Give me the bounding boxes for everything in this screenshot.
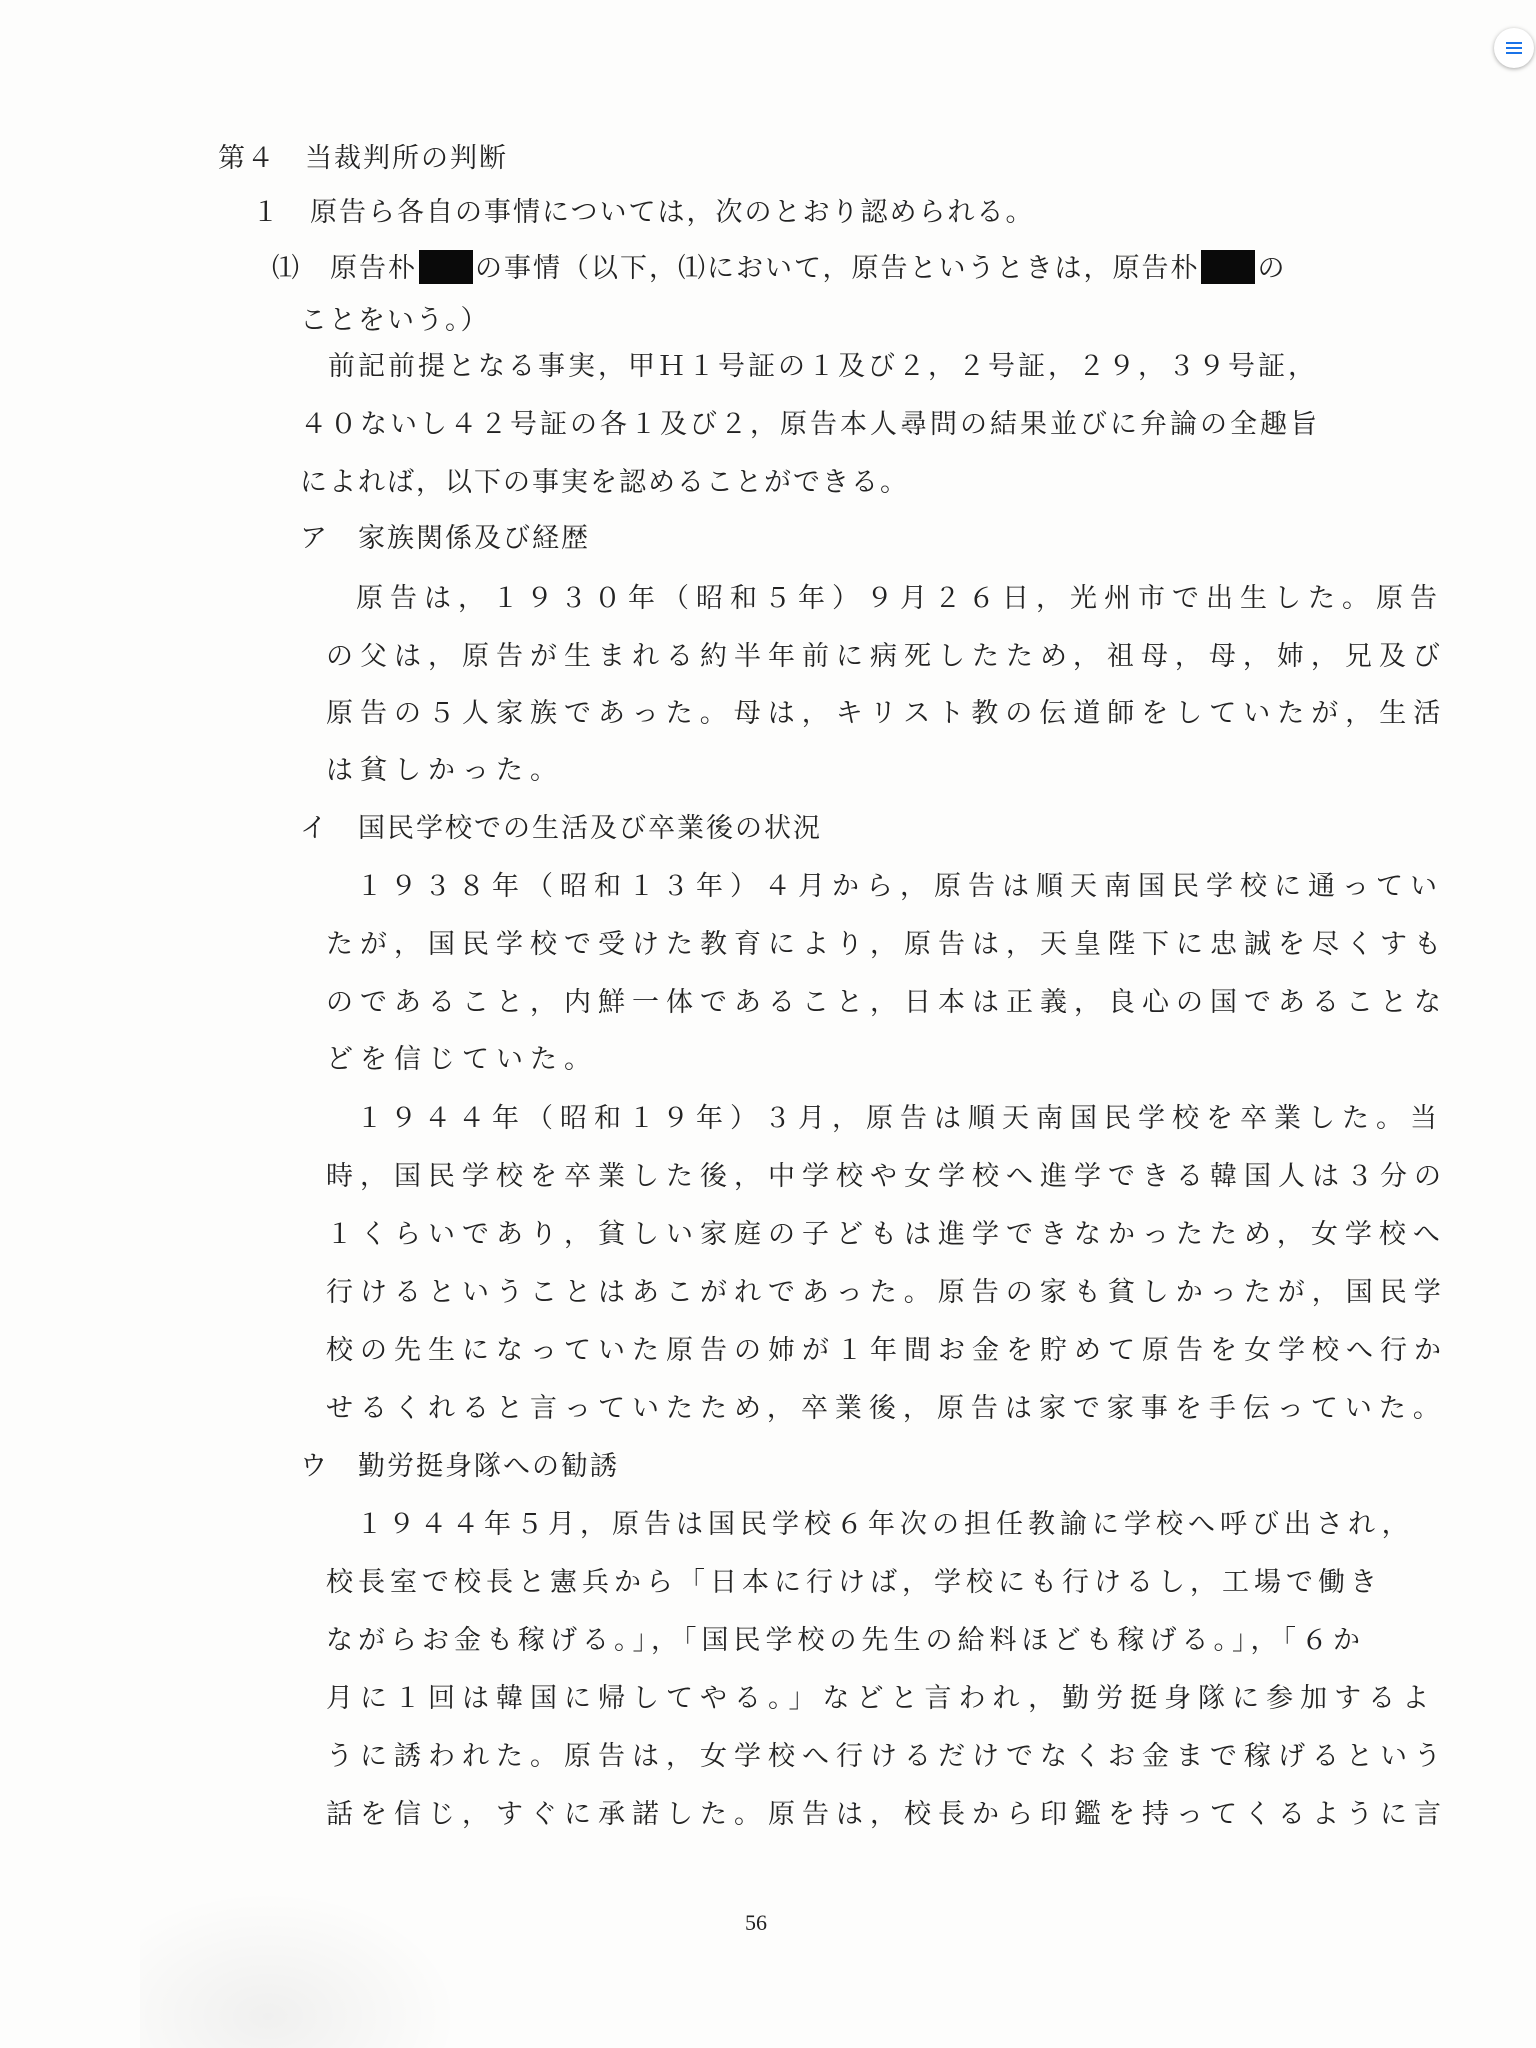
body-line: によれば，以下の事実を認めることができる。 [300, 467, 909, 498]
body-line: 校の先生になっていた原告の姉が１年間お金を貯めて原告を女学校へ行か [326, 1335, 1448, 1366]
page-number: 56 [745, 1910, 767, 1935]
body-line: １くらいであり，貧しい家庭の子どもは進学できなかったため，女学校へ [326, 1219, 1447, 1250]
menu-button[interactable] [1494, 28, 1534, 68]
sub-item-1-middle: の事情（以下，⑴において，原告というときは，原告朴 [475, 253, 1200, 284]
body-line: のであること，内鮮一体であること，日本は正義，良心の国であることな [326, 987, 1448, 1018]
body-line: せるくれると言っていたため，卒業後，原告は家で家事を手伝っていた。 [326, 1393, 1447, 1424]
scan-smudge [140, 1890, 460, 2048]
body-line: 話を信じ，すぐに承諾した。原告は，校長から印鑑を持ってくるように言 [326, 1799, 1448, 1830]
sub-item-1-prefix: ⑴ 原告朴 [272, 253, 417, 284]
redacted-name-2 [1201, 250, 1255, 284]
body-line: たが，国民学校で受けた教育により，原告は，天皇陛下に忠誠を尽くすも [326, 929, 1448, 960]
hamburger-menu-icon [1505, 40, 1523, 56]
body-line: 前記前提となる事実，甲Ｈ１号証の１及び２，２号証，２９，３９号証， [328, 351, 1318, 382]
body-line: ４０ないし４２号証の各１及び２，原告本人尋問の結果並びに弁論の全趣旨 [300, 409, 1320, 440]
body-line: 月に１回は韓国に帰してやる。」などと言われ，勤労挺身隊に参加するよ [326, 1683, 1437, 1714]
body-line: 校長室で校長と憲兵から「日本に行けば，学校にも行けるし，工場で働き [326, 1567, 1382, 1598]
sub-item-1-suffix: の [1257, 253, 1287, 284]
body-line: の父は，原告が生まれる約半年前に病死したため，祖母，母，姉，兄及び [326, 641, 1447, 672]
body-line: １９３８年（昭和１３年）４月から，原告は順天南国民学校に通ってい [356, 871, 1444, 902]
body-line: は貧しかった。 [326, 755, 564, 786]
body-line: １９４４年（昭和１９年）３月，原告は順天南国民学校を卒業した。当 [356, 1103, 1444, 1134]
subheading-u: ウ 勤労挺身隊への勧誘 [300, 1451, 619, 1482]
body-line: 行けるということはあこがれであった。原告の家も貧しかったが，国民学 [326, 1277, 1448, 1308]
body-line: １９４４年５月，原告は国民学校６年次の担任教諭に学校へ呼び出され， [356, 1509, 1414, 1540]
subheading-i: イ 国民学校での生活及び卒業後の状況 [300, 813, 822, 844]
redacted-name-1 [419, 250, 473, 284]
subheading-a: ア 家族関係及び経歴 [300, 523, 590, 554]
item-1: １ 原告ら各自の事情については，次のとおり認められる。 [252, 197, 1035, 228]
body-line: 原告の５人家族であった。母は，キリスト教の伝道師をしていたが，生活 [326, 698, 1448, 729]
body-line: うに誘われた。原告は，女学校へ行けるだけでなくお金まで稼げるという [326, 1741, 1448, 1772]
body-line: ながらお金も稼げる。」，「国民学校の先生の給料ほども稼げる。」，「６か [326, 1625, 1365, 1656]
body-line: 時，国民学校を卒業した後，中学校や女学校へ進学できる韓国人は３分の [326, 1161, 1448, 1192]
body-line: 原告は，１９３０年（昭和５年）９月２６日，光州市で出生した。原告 [356, 583, 1444, 614]
section-heading: 第４ 当裁判所の判断 [218, 143, 508, 174]
sub-item-1-continuation: ことをいう。） [300, 305, 490, 336]
body-line: どを信じていた。 [326, 1044, 598, 1075]
sub-item-1 [272, 250, 1286, 286]
